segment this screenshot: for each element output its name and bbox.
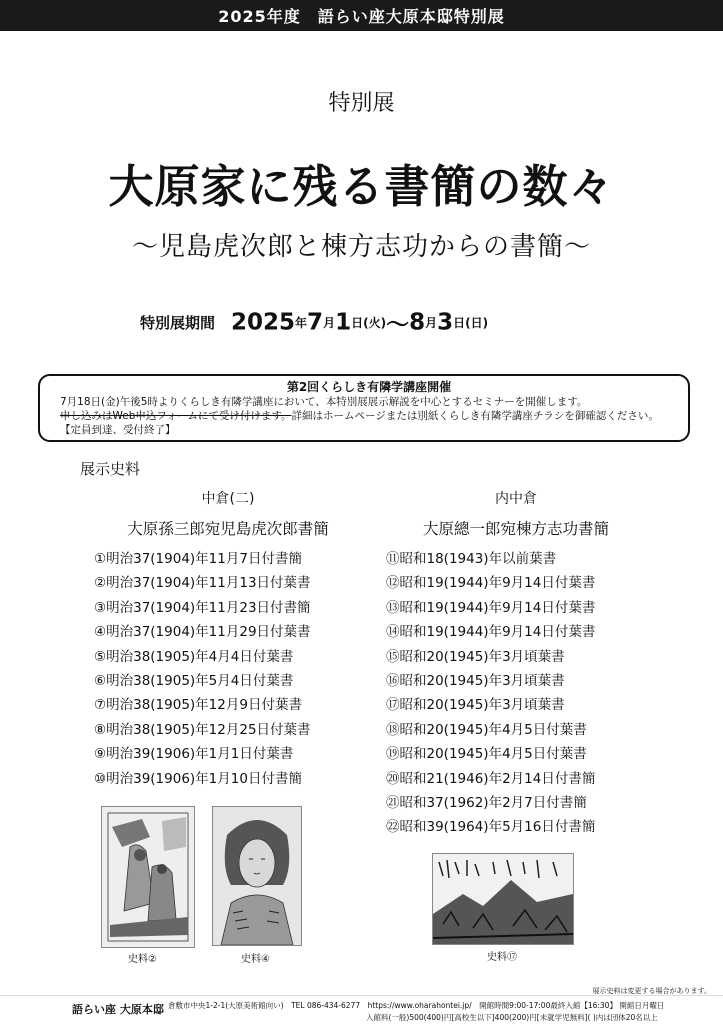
list-item: ⑦明治38(1905)年12月9日付葉書: [94, 697, 302, 714]
footer-info-line-2: 入館料(一般)500(400)円[高校生以下]400(200)円[未就学児無料]( )内は団体20名以上: [366, 1013, 658, 1022]
postcard-image-3: [432, 853, 574, 945]
list-item: ④明治37(1904)年11月29日付葉書: [94, 624, 311, 641]
list-item: ⑰昭和20(1945)年3月頃葉書: [386, 697, 565, 714]
notice-line-2: [60, 409, 678, 423]
footer-brand: 語らい座 大原本邸: [72, 1003, 164, 1016]
list-item: ⑭昭和19(1944)年9月14日付葉書: [386, 624, 596, 641]
left-column-subheading: 大原孫三郎宛児島虎次郎書簡: [127, 520, 329, 538]
list-item: ⑫昭和19(1944)年9月14日付葉書: [386, 575, 596, 592]
list-item: ⑯昭和20(1945)年3月頃葉書: [386, 672, 565, 689]
figure-caption-1: 史料②: [128, 954, 157, 965]
section-label: 展示史料: [80, 460, 141, 478]
notice-struck-text: 申し込みはWeb申込フォームにて受け付けます。: [60, 410, 292, 422]
list-item: ⑮昭和20(1945)年3月頃葉書: [386, 648, 565, 665]
period-start-month: 7: [307, 309, 324, 336]
exhibition-subtitle: ～児島虎次郎と棟方志功からの書簡～: [131, 232, 591, 262]
list-item: ⑥明治38(1905)年5月4日付葉書: [94, 672, 294, 689]
right-column-subheading: 大原總一郎宛棟方志功書簡: [422, 520, 609, 538]
list-item: ①明治37(1904)年11月7日付書簡: [94, 551, 302, 567]
event-banner-text: 2025年度 語らい座大原本邸特別展: [218, 7, 505, 26]
exhibition-period: [140, 306, 700, 339]
footer-info-line-1: 倉敷市中央1-2-1(大原美術館向い) TEL 086-434-6277 https://www.oharahontei.jp/ 開館時間9:00-17:00最終入館【16:30】 開館日月曜日: [168, 1001, 665, 1010]
notice-title: 第2回くらしき有隣学講座開催: [286, 380, 452, 394]
notice-line-3: 【定員到達、受付終了】: [60, 424, 176, 436]
period-end-day: 3: [437, 309, 454, 336]
event-banner: [0, 0, 723, 31]
change-note: 展示史料は変更する場合があります。: [592, 987, 711, 995]
notice-details-text: 詳細はホームページまたは別紙くらしき有隣学講座チラシを御確認ください。: [291, 410, 659, 422]
list-item: ⑨明治39(1906)年1月1日付葉書: [94, 746, 294, 763]
seminar-notice-box: [38, 374, 690, 442]
list-item: ⑬昭和19(1944)年9月14日付葉書: [386, 599, 596, 616]
list-item: ⑧明治38(1905)年12月25日付葉書: [94, 721, 311, 738]
footer: [0, 995, 723, 1025]
list-item: ⑳昭和21(1946)年2月14日付書簡: [386, 770, 596, 787]
postcard-image-2: [212, 806, 302, 946]
right-column-heading: 内中倉: [495, 491, 537, 507]
period-end-suffix: 日(日): [453, 316, 489, 330]
period-month-char: 月: [323, 316, 336, 330]
period-year: 2025: [231, 309, 296, 336]
list-item: ⑲昭和20(1945)年4月5日付葉書: [386, 746, 587, 763]
list-item: ⑩明治39(1906)年1月10日付書簡: [94, 770, 302, 787]
list-item: ⑪昭和18(1943)年以前葉書: [386, 551, 557, 567]
left-column: [94, 488, 358, 791]
notice-line-1: 7月18日(金)午後5時よりくらしき有隣学講座において、本特別展展示解説を中心とするセミナーを開催します。: [60, 396, 588, 408]
right-column: [386, 488, 646, 840]
list-item: ③明治37(1904)年11月23日付書簡: [94, 599, 311, 616]
period-tilde: ～: [386, 312, 410, 338]
right-item-list: [386, 547, 646, 840]
period-year-char: 年: [295, 316, 308, 330]
period-month-char-2: 月: [425, 316, 438, 330]
postcard-image-1: [101, 806, 195, 948]
list-item: ㉒昭和39(1964)年5月16日付書簡: [386, 819, 596, 836]
postcard-illustration-1: [102, 807, 194, 947]
list-item: ㉑昭和37(1962)年2月7日付書簡: [386, 794, 587, 811]
figure-caption-3: 史料⑰: [487, 952, 517, 963]
period-start-suffix: 日(火): [351, 316, 387, 330]
postcard-illustration-3: [433, 854, 573, 944]
period-end-month: 8: [409, 309, 426, 336]
list-item: ⑱昭和20(1945)年4月5日付葉書: [386, 721, 587, 738]
kicker-label: 特別展: [328, 91, 395, 116]
left-item-list: [94, 547, 358, 791]
period-start-day: 1: [335, 309, 352, 336]
period-label: 特別展期間: [140, 314, 216, 332]
exhibition-title: 大原家に残る書簡の数々: [108, 160, 615, 213]
list-item: ②明治37(1904)年11月13日付葉書: [94, 575, 311, 592]
left-column-heading: 中倉(二): [201, 491, 255, 507]
postcard-illustration-2: [213, 807, 301, 945]
list-item: ⑤明治38(1905)年4月4日付葉書: [94, 648, 294, 665]
figure-caption-2: 史料④: [241, 954, 270, 965]
